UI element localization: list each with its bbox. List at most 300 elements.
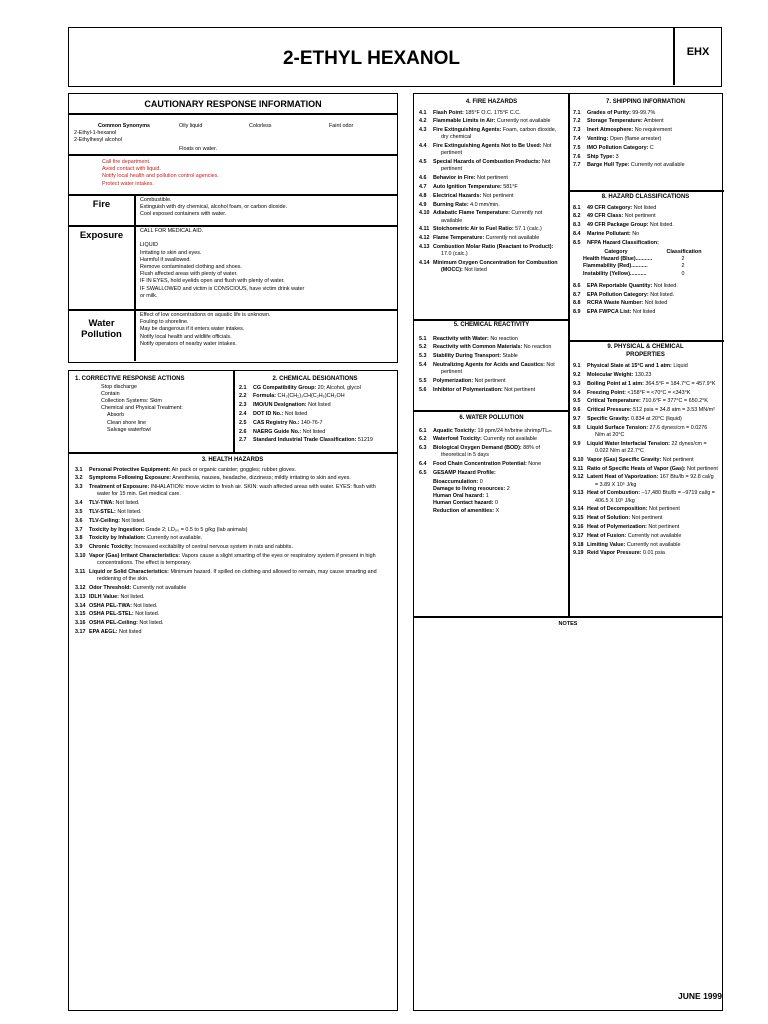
item-label: Flame Temperature: [433,235,485,242]
physical-item [573,425,718,439]
item-number: 7.6 [573,153,581,160]
item-label: Physical State at 15°C and 1 atm: [587,363,672,370]
gesamp-item [433,508,564,515]
cautionary-response-box [68,93,398,363]
item-label: Personal Protective Equipment: [89,466,171,473]
item-content [587,222,718,229]
physical-item [573,363,718,370]
item-value: No requirement [633,127,672,134]
sections-1-3-box [68,370,398,1011]
item-label: EPA Reportable Quantity: [587,282,653,289]
item-label: RCRA Waste Number: [587,300,644,307]
item-content [587,441,718,455]
chemdes-title: 2. CHEMICAL DESIGNATIONS [272,376,358,382]
item-content [587,398,718,405]
item-label: Waterfowl Toxicity: [433,436,482,443]
chemdes-item [239,393,391,400]
water-line-3: May be dangerous if it enters water intakes. [140,326,245,333]
item-content [433,353,564,360]
item-value: Not listed [306,402,331,409]
item-content [433,436,564,443]
fire-line-2: Extinguish with dry chemical, alcohol foam, or carbon dioxide. [140,204,288,211]
item-label: Adiabatic Flame Temperature: [433,210,510,217]
item-number: 2.6 [239,428,247,435]
gesamp-value: 0 [478,478,483,485]
item-number: 9.7 [573,415,581,422]
item-number: 3.8 [75,535,83,542]
chemdes-item [239,411,391,418]
item-number: 9.1 [573,363,581,370]
item-number: 9.2 [573,371,581,378]
item-content [587,213,718,220]
item-value: Not pertinent [685,465,718,472]
item-label: Liquid Surface Tension: [587,424,648,431]
water-pollution-label [69,318,134,340]
physical-title-2: PROPERTIES [626,351,665,358]
item-content [587,363,718,370]
physical-item [573,490,718,504]
item-label: Treatment of Exposure: [89,484,150,491]
item-label: Specific Gravity: [587,415,630,422]
item-content [587,550,718,557]
reactivity-item [419,336,564,343]
gesamp-list [419,479,564,515]
item-content [587,457,718,464]
hazard-b-item [573,283,718,290]
exposure-line-1: CALL FOR MEDICAL AID. [140,228,204,234]
item-label: Formula: [253,393,277,400]
item-content [89,518,390,525]
hazard-list-b [573,283,718,317]
item-content [587,490,718,504]
item-value: 710.6°F = 377°C = 650.2°K [640,398,708,405]
item-value: Not pertinent [647,506,680,513]
exposure-line-7: Flush affected areas with plenty of water. [140,271,238,278]
physical-item [573,398,718,405]
item-number: 7.4 [573,135,581,142]
item-number: 5.4 [419,361,427,368]
item-value: 99-99.7% [630,109,656,116]
health-item [75,535,390,542]
item-number: 4.2 [419,118,427,125]
item-label: Toxicity by Ingestion: [89,526,145,533]
hazard-a-item [573,231,718,238]
item-content [433,159,564,173]
item-value: 22 dynes/cm = 0.022 N/m at 22.7°C [595,440,707,454]
item-content [433,184,564,191]
item-number: 3.5 [75,508,83,515]
item-value: Not pertinent [646,523,680,530]
item-value: Not listed. [137,620,164,627]
fire-item [419,235,564,242]
item-content [587,205,718,212]
nfpa-row [573,263,718,270]
item-content [587,416,718,423]
item-content [89,527,390,534]
reactivity-title: 5. CHEMICAL REACTIVITY [453,322,530,328]
physical-item [573,390,718,397]
item-number: 3.10 [75,552,86,559]
item-number: 8.2 [573,213,581,220]
item-value: Currently not available [495,118,551,125]
item-label: Burning Rate: [433,201,469,208]
item-content [587,407,718,414]
item-number: 4.1 [419,109,427,116]
hazard-title: 8. HAZARD CLASSIFICATIONS [601,194,690,200]
item-number: 3.9 [75,544,83,551]
emergency-line-4: Protect water intakes. [102,180,154,187]
item-label: 49 CFR Category: [587,204,633,211]
item-label: 49 CFR Class: [587,213,624,220]
chemical-designations [239,376,391,446]
item-label: Flash Point: [433,109,464,116]
corrective-line-4: Chemical and Physical Treatment: [101,405,183,412]
corrective-title: 1. CORRECTIVE RESPONSE ACTIONS [75,376,185,382]
physical-item [573,372,718,379]
item-content [587,240,718,247]
item-content [587,425,718,439]
health-hazards [75,457,390,638]
item-value: 88% of theoretical in 5 days [441,445,540,459]
item-content [433,260,564,274]
item-number: 2.3 [239,402,247,409]
item-number: 5.1 [419,335,427,342]
item-value: Foam, carbon dioxide, dry chemical [441,127,557,141]
fire-item [419,110,564,117]
gesamp-label: Human Oral hazard: [433,493,485,500]
item-label: EPA Pollution Category: [587,291,649,298]
waterpol-item [419,428,564,435]
item-value: Stable [501,353,518,360]
fire-item [419,118,564,125]
fire-item [419,184,564,191]
hazard-list-a [573,205,718,247]
item-label: Fire Extinguishing Agents Not to Be Used: [433,143,542,150]
item-value: Minimum hazard. If spilled on clothing and allowed to remain, may cause smarting and reddening of the skin. [97,568,377,583]
item-number: 9.19 [573,550,584,557]
item-number: 9.10 [573,456,584,463]
shipping-item [573,110,718,117]
waterpol-item [419,461,564,468]
physical-item [573,466,718,473]
item-label: CG Compatibility Group: [253,384,317,391]
item-number: 5.6 [419,386,427,393]
fire-item [419,143,564,157]
fire-item [419,226,564,233]
item-label: Chronic Toxicity: [89,544,133,551]
item-value: Currently not available [625,541,681,548]
item-number: 4.6 [419,175,427,182]
item-number: 8.6 [573,282,581,289]
item-content [587,118,718,125]
health-item [75,611,390,618]
item-label: Heat of Solution: [587,515,631,522]
item-value: Not pertinent [630,515,663,522]
item-content [433,235,564,242]
item-value: Air pack or organic canister; goggles; rubber gloves. [170,466,297,473]
waterpol-item [419,436,564,443]
health-item [75,544,390,551]
shipping-item [573,145,718,152]
gesamp-value: 1 [484,493,489,500]
item-number: 2.5 [239,419,247,426]
item-value: Not listed [643,300,668,307]
nfpa-value: 2 [681,256,685,263]
item-number: 2.1 [239,384,247,391]
item-content [587,506,718,513]
item-number: 9.11 [573,465,584,472]
item-value: None [526,461,542,468]
floats-note: Floats on water. [179,146,218,152]
item-number: 6.5 [419,469,427,476]
item-number: 2.7 [239,437,247,444]
item-label: Boiling Point at 1 atm: [587,380,644,387]
fire-item [419,244,564,258]
emergency-actions [102,159,219,188]
physical-item [573,441,718,455]
physical-item [573,524,718,531]
item-number: 6.3 [419,445,427,452]
item-content [89,603,390,610]
synonym-1: 2-Ethyl-1-hexanol [74,130,117,137]
item-value: Not listed [631,309,656,316]
corrective-actions [75,376,235,434]
fire-label: Fire [92,199,111,210]
item-label: Heat of Fusion: [587,532,627,539]
item-content [89,620,390,627]
physical-properties [573,344,718,559]
item-label: Limiting Value: [587,541,626,548]
item-number: 7.3 [573,127,581,134]
item-label: NAERG Guide No.: [253,428,302,435]
chemdes-item [239,437,391,444]
item-value: Not pertinent [661,456,694,463]
item-label: Symptoms Following Exposure: [89,475,172,482]
health-item [75,629,390,636]
item-label: EPA AEGL: [89,628,118,635]
item-value: 130.23 [633,371,652,378]
item-value: 581°F [501,183,518,190]
item-number: 7.7 [573,162,581,169]
item-label: Liquid or Solid Characteristics: [89,568,169,575]
physical-item [573,515,718,522]
emergency-line-2: Avoid contact with liquid. [102,166,161,173]
health-item [75,569,390,583]
item-content [433,143,564,157]
health-item [75,509,390,516]
item-number: 9.12 [573,474,584,481]
chemical-reactivity [419,322,564,396]
item-number: 3.2 [75,475,83,482]
item-value: Not pertinent [623,213,656,220]
fire-actions [140,197,287,219]
item-label: GESAMP Hazard Profile: [433,469,496,476]
item-content [89,475,390,482]
item-number: 9.8 [573,424,581,431]
item-number: 9.18 [573,541,584,548]
item-number: 2.4 [239,410,247,417]
hazard-a-item [573,213,718,220]
item-content [587,292,718,299]
chemdes-item [239,429,391,436]
waterpol-list [419,428,564,478]
item-label: Electrical Hazards: [433,192,482,199]
item-label: Vapor (Gas) Irritant Characteristics: [89,552,181,559]
item-content [253,393,391,400]
item-number: 8.1 [573,204,581,211]
physical-item [573,474,718,488]
item-label: IDLH Value: [89,593,119,600]
item-content [433,226,564,233]
chemical-code: EHX [686,46,710,58]
item-content [587,145,718,152]
item-label: Marine Pollutant: [587,230,631,237]
health-item [75,594,390,601]
nfpa-value: 0 [681,270,685,277]
item-label: Barge Hull Type: [587,162,630,169]
item-number: 3.13 [75,593,86,600]
item-value: 19 ppm/24 hr/brine shrimp/TLₘ [476,427,552,434]
item-value: 20; Alcohol, glycol [316,384,361,391]
item-value: No reaction [522,344,552,351]
nfpa-row [573,256,718,263]
item-number: 9.15 [573,515,584,522]
physical-item [573,550,718,557]
item-value: Not pertinent [441,361,555,376]
nfpa-rows [573,256,718,278]
item-content [587,533,718,540]
item-label: Neutralizing Agents for Acids and Caustics: [433,361,545,368]
item-content [433,387,564,394]
gesamp-item [433,500,564,507]
item-value: 364.5°F = 184.7°C = 457.9°K [643,380,716,387]
item-content [587,300,718,307]
item-content [433,461,564,468]
item-content [253,411,391,418]
item-label: Critical Temperature: [587,398,641,405]
shipping-item [573,127,718,134]
item-content [587,110,718,117]
odor: Faint odor [329,123,354,129]
item-value: Currently not available [484,235,540,242]
item-value: Not listed. [133,611,160,618]
hazard-b-item [573,292,718,299]
item-label: Reid Vapor Pressure: [587,550,642,557]
item-value: Liquid [671,363,688,370]
item-content [587,283,718,290]
item-value: Vapors cause a slight smarting of the eyes or respiratory system if present in high concentrations. The effect is temporary. [97,552,376,567]
item-value: Not listed. [115,508,142,515]
fire-item [419,175,564,182]
fire-item [419,193,564,200]
health-item [75,603,390,610]
item-value: Currently not available [481,436,537,443]
emergency-line-3: Notify local health and pollution control agencies. [102,173,219,180]
item-value: Currently not available [626,532,682,539]
exposure-line-5: Harmful if swallowed. [140,256,191,263]
item-label: Liquid Water Interfacial Tension: [587,440,670,447]
corrective-line-7: Salvage waterfowl [107,426,151,433]
item-number: 8.9 [573,309,581,316]
item-number: 7.2 [573,118,581,125]
item-value: No reaction [488,335,518,342]
item-number: 4.9 [419,201,427,208]
shipping-list [573,110,718,170]
item-label: Food Chain Concentration Potential: [433,461,527,468]
color: Colorless [249,123,272,129]
gesamp-value: 0 [493,500,498,507]
item-content [253,420,391,427]
item-label: Reactivity with Common Materials: [433,344,523,351]
item-number: 4.4 [419,143,427,150]
item-content [587,162,718,169]
item-value: –17,480 Btu/lb = –9719 cal/g = 406.5 X 10⁵ J/kg [595,490,715,504]
fire-item [419,159,564,173]
item-content [433,210,564,224]
corrective-line-3: Collection Systems: Skim [101,398,162,404]
health-item [75,475,390,482]
item-label: Inhibitor of Polymerization: [433,386,503,393]
nfpa-category: Flammability (Red)........... [583,263,648,270]
item-content [89,484,390,498]
item-number: 7.1 [573,109,581,116]
item-content [587,309,718,316]
item-number: 6.1 [419,427,427,434]
item-number: 3.3 [75,484,83,491]
reactivity-item [419,353,564,360]
exposure-label: Exposure [79,230,124,241]
item-number: 9.5 [573,398,581,405]
item-content [587,231,718,238]
item-value: Not pertinent [441,159,551,173]
item-content [253,437,391,444]
item-value: 167 Btu/lb = 92.8 cal/g = 3.89 X 10⁵ J/kg [595,474,714,488]
item-label: Storage Temperature: [587,118,643,125]
item-label: Stoichometric Air to Fuel Ratio: [433,226,514,233]
item-value: 57.1 (calc.) [513,226,542,233]
item-label: Odor Threshold: [89,584,132,591]
synonyms-head: Common Synonyms [97,123,151,129]
item-label: EPA FWPCA List: [587,309,632,316]
health-title: 3. HEALTH HAZARDS [201,457,264,463]
title-box [68,27,722,87]
shipping-information [573,99,718,171]
fire-line-1: Combustible. [140,197,172,203]
item-value: Not pertinent [502,386,536,393]
corrective-line-2: Contain [101,390,120,397]
item-number: 4.12 [419,235,430,242]
item-content [433,344,564,351]
item-label: Freezing Point: [587,389,626,396]
item-value: Not listed. [114,500,140,507]
item-value: Not listed. [131,602,158,609]
item-value: Increased excitability of central nervous system in rats and rabbits. [132,544,293,551]
waterpol-title: 6. WATER POLLUTION [459,415,524,421]
water-line-4: Notify local health and wildlife officials. [140,333,232,340]
item-number: 4.14 [419,259,430,266]
item-content [89,553,390,567]
item-value: Currently not available [441,210,543,224]
item-value: INHALATION: move victim to fresh air. SKIN: wash affected areas with water. EYES: flush with water for 15 min. Get medical care. [97,484,376,498]
item-label: CAS Registry No.: [253,419,300,426]
health-item [75,500,390,507]
physical-item [573,457,718,464]
health-item [75,518,390,525]
emergency-line-1: Call fire department. [102,159,151,165]
cautionary-title: CAUTIONARY RESPONSE INFORMATION [144,99,322,109]
item-content [433,445,564,459]
exposure-line-9: IF SWALLOWED and victim is CONSCIOUS, have victim drink water [140,285,305,292]
